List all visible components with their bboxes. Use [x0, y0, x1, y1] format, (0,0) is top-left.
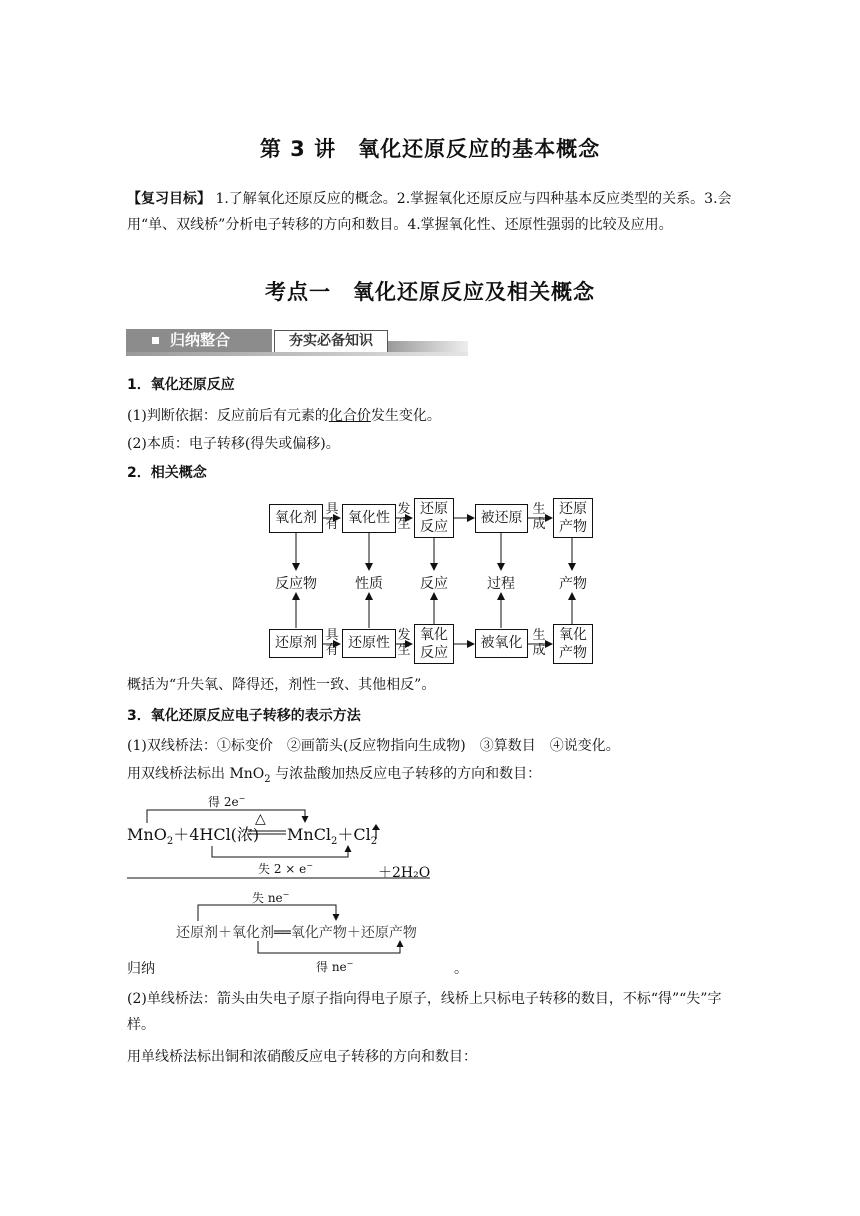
s1-line2: (2)本质：电子转移(得失或偏移)。 — [127, 436, 340, 452]
label-product: 产物 — [559, 576, 587, 592]
equation-tail: ＋2H₂O — [378, 865, 431, 881]
box-oxidant: 氧化剂 — [269, 504, 323, 533]
heat-condition: △ — [255, 811, 266, 827]
general-equation: 还原剂＋氧化剂══氧化产物＋还原产物 — [176, 925, 417, 941]
box-oxidizing: 氧化性 — [342, 504, 396, 533]
s2-summary: 概括为“升失氧、降得还，剂性一致、其他相反”。 — [127, 677, 436, 693]
label-process: 过程 — [487, 576, 515, 592]
gen-gain-label: 得 ne− — [316, 959, 354, 974]
review-goals-text: 1.了解氧化还原反应的概念。2.掌握氧化还原反应与四种基本反应类型的关系。3.会用“单、双线桥”分析电子转移的方向和数目。4.掌握氧化性、还原性强弱的比较及应用。 — [127, 191, 732, 233]
s3-line3: (2)单线桥法：箭头由失电子原子指向得电子原子，线桥上只标电子转移的数目，不标“得”“失”字样。 — [127, 991, 722, 1033]
box-reducing: 还原性 — [342, 629, 396, 658]
lose-label: 失 2 × e− — [258, 861, 313, 876]
label-reactant: 反应物 — [275, 576, 317, 592]
label-property: 性质 — [355, 576, 383, 592]
equation-rhs: $MnCl_2+Cl_2$ — [287, 825, 378, 848]
equation-lhs: MnO$_2$＋4HCl(浓) — [127, 825, 260, 848]
box-oxidation-reaction: 氧化 反应 — [414, 624, 454, 664]
box-reductant: 还原剂 — [269, 629, 323, 658]
summary-label: 归纳 — [127, 961, 155, 977]
v-label-form-top: 生 成 — [532, 502, 546, 532]
gain-label: 得 2e− — [208, 794, 246, 809]
box-reduction-reaction: 还原 反应 — [414, 498, 454, 538]
v-label-undergo-bottom: 发 生 — [397, 628, 411, 658]
label-reaction: 反应 — [420, 576, 448, 592]
s3-line1: (1)双线桥法：①标变价 ②画箭头(反应物指向生成物) ③算数目 ④说变化。 — [127, 738, 620, 754]
gas-arrow-icon — [370, 824, 382, 840]
v-label-has-top: 具 有 — [325, 502, 339, 532]
box-oxidation-product: 氧化 产物 — [553, 624, 593, 664]
s3-line2: 用双线桥法标出 MnO$_2$ 与浓盐酸加热反应电子转移的方向和数目： — [127, 766, 542, 785]
v-label-undergo-top: 发 生 — [397, 502, 411, 532]
banner-left: 归纳整合 — [126, 329, 272, 352]
review-goals-tag: 【复习目标】 — [127, 191, 211, 207]
s3-line4: 用单线桥法标出铜和浓硝酸反应电子转移的方向和数目： — [127, 1049, 477, 1065]
s2-head: 2．相关概念 — [127, 465, 207, 481]
v-label-form-bottom: 生 成 — [532, 628, 546, 658]
keyword-valence: 化合价 — [328, 408, 371, 424]
s3-head: 3．氧化还原反应电子转移的表示方法 — [127, 708, 361, 724]
banner-right: 夯实必备知识 — [274, 330, 388, 353]
s1-head: 1．氧化还原反应 — [127, 377, 235, 393]
s1-line1: (1)判断依据：反应前后有元素的化合价发生变化。 — [127, 408, 441, 424]
box-reduced: 被还原 — [475, 504, 528, 533]
summary-period: 。 — [454, 961, 468, 977]
box-reduction-product: 还原 产物 — [553, 498, 593, 538]
box-oxidized: 被氧化 — [475, 629, 528, 658]
section-title: 考点一 氧化还原反应及相关概念 — [265, 280, 595, 304]
gen-lose-label: 失 ne− — [252, 890, 290, 905]
v-label-has-bottom: 具 有 — [325, 628, 339, 658]
page-title: 第 3 讲 氧化还原反应的基本概念 — [259, 137, 601, 161]
